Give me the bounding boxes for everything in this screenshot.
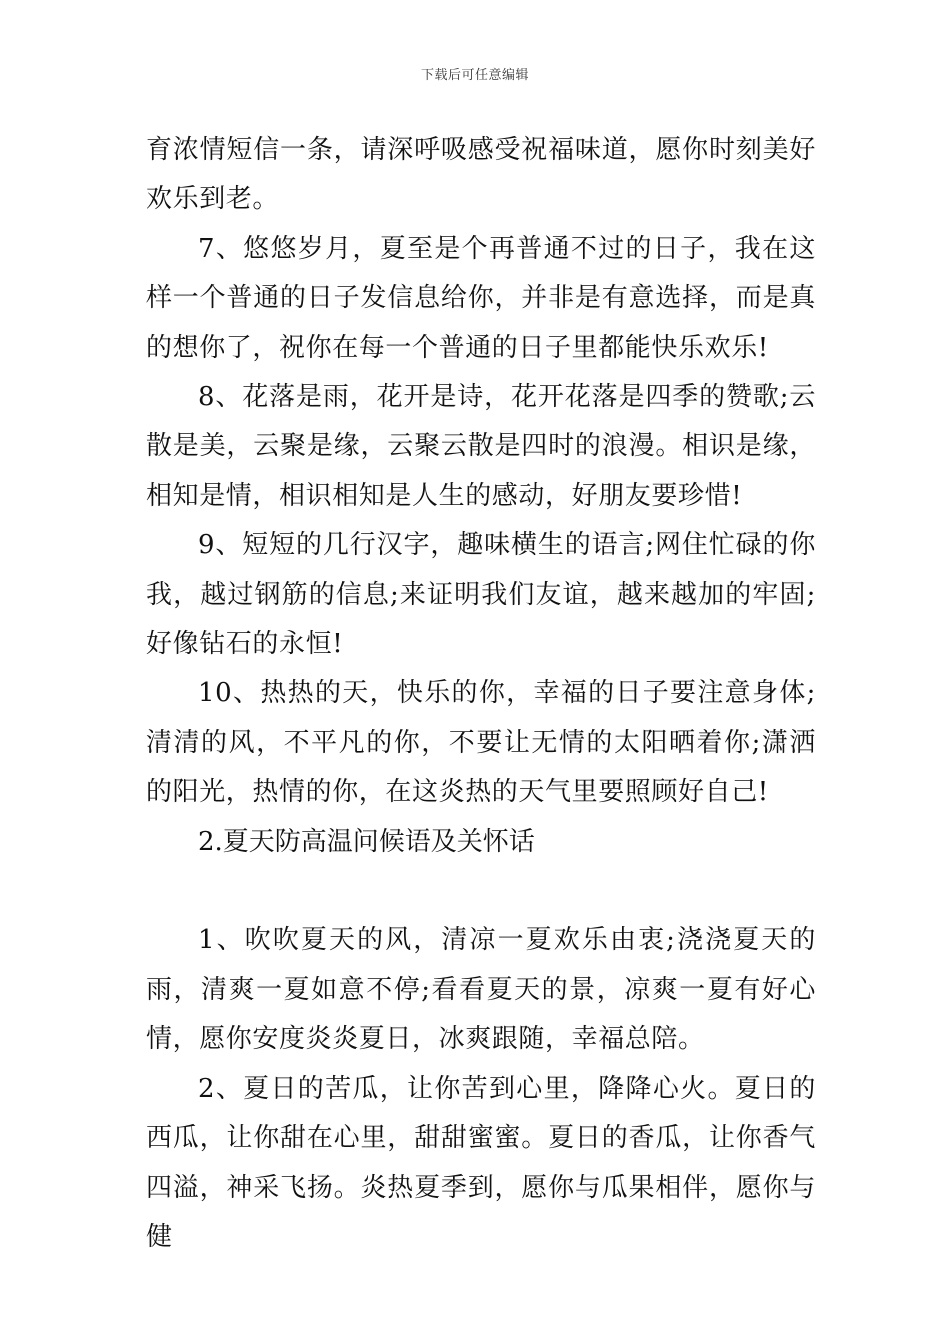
paragraph-item-7: 7、悠悠岁月，夏至是个再普通不过的日子，我在这样一个普通的日子发信息给你，并非是有意选择，而是真的想你了，祝你在每一个普通的日子里都能快乐欢乐! <box>146 233 816 363</box>
section-paragraph-1: 1、吹吹夏天的风，清凉一夏欢乐由衷;浇浇夏天的雨，清爽一夏如意不停;看看夏天的景，凉爽一夏有好心情，愿你安度炎炎夏日，冰爽跟随，幸福总陪。 <box>146 925 816 1055</box>
paragraph-continuation: 育浓情短信一条，请深呼吸感受祝福味道，愿你时刻美好欢乐到老。 <box>146 135 816 215</box>
section-paragraph-2: 2、夏日的苦瓜，让你苦到心里，降降心火。夏日的西瓜，让你甜在心里，甜甜蜜蜜。夏日的香瓜，让你香气四溢，神采飞扬。炎热夏季到，愿你与瓜果相伴，愿你与健 <box>146 1073 816 1252</box>
paragraph-item-9: 9、短短的几行汉字，趣味横生的语言;网住忙碌的你我，越过钢筋的信息;来证明我们友谊，越来越加的牢固;好像钻石的永恒! <box>146 530 816 660</box>
page-header: 下载后可任意编辑 <box>420 68 529 83</box>
section-heading: 2.夏天防高温问候语及关怀话 <box>198 826 535 857</box>
document-body <box>146 126 816 1262</box>
paragraph-item-10: 10、热热的天，快乐的你，幸福的日子要注意身体;清清的风，不平凡的你，不要让无情的太阳晒着你;潇洒的阳光，热情的你，在这炎热的天气里要照顾好自己! <box>146 678 816 808</box>
paragraph-item-8: 8、花落是雨，花开是诗，花开花落是四季的赞歌;云散是美，云聚是缘，云聚云散是四时的浪漫。相识是缘，相知是情，相识相知是人生的感动，好朋友要珍惜! <box>146 382 816 511</box>
blank-line <box>146 867 816 916</box>
